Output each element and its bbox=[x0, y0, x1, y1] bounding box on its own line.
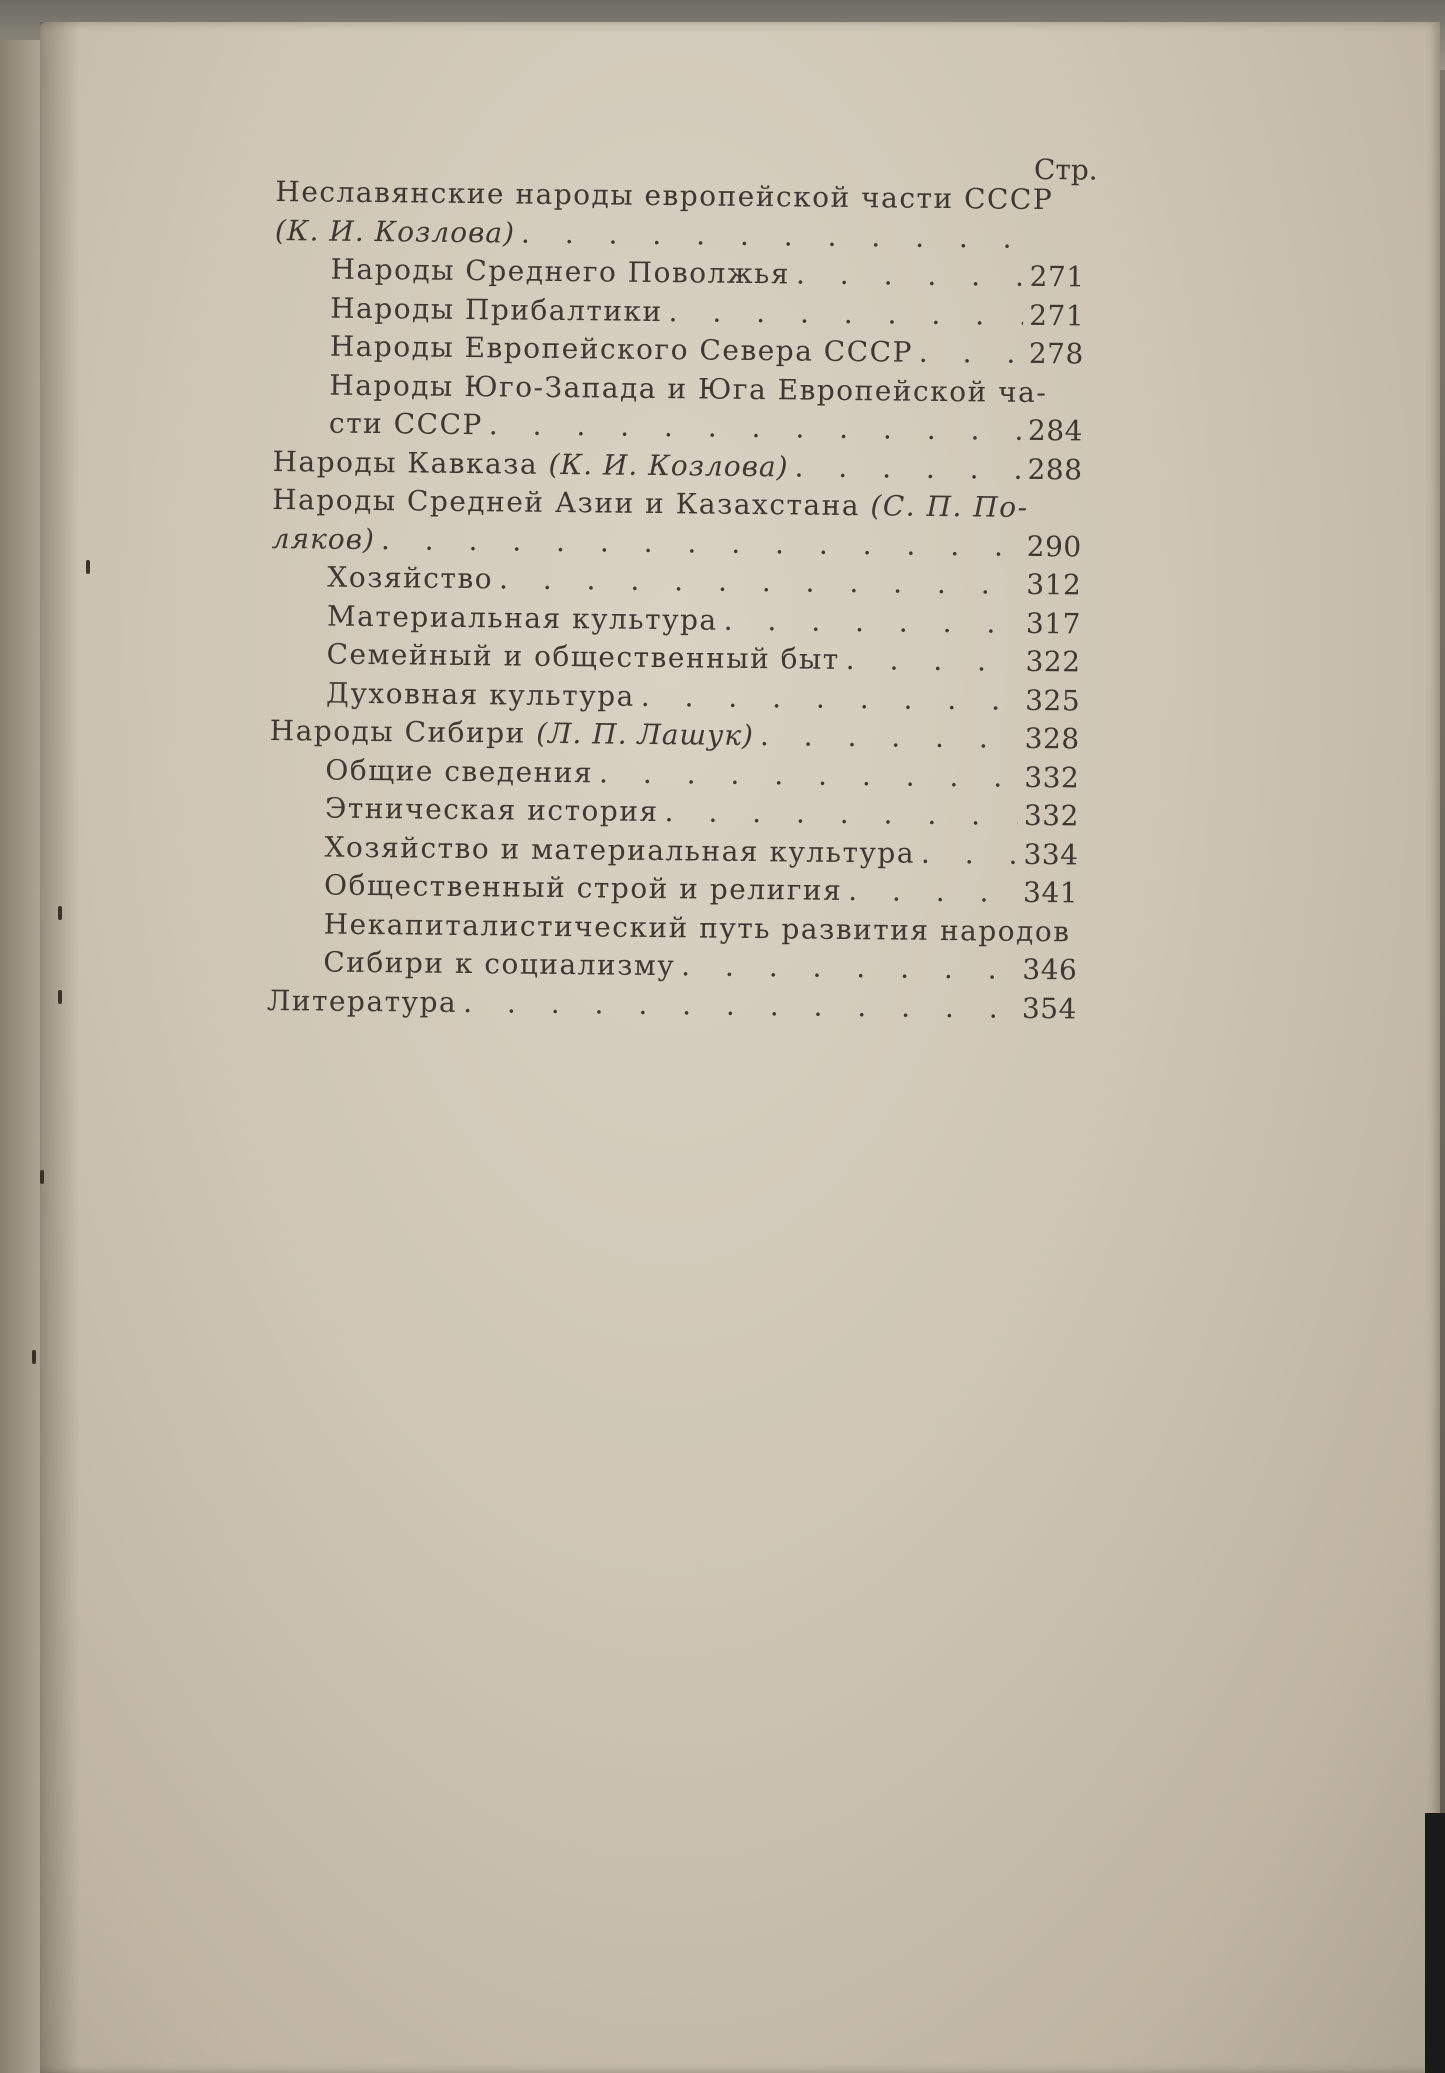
toc-entry-page: 290 bbox=[1026, 529, 1082, 563]
toc-entry-title: Общие сведения bbox=[325, 753, 594, 789]
dot-leader bbox=[668, 293, 1023, 335]
toc-entry-title-line: Неславянские народы европейской части СССР bbox=[275, 174, 1054, 217]
toc-entry-title: Духовная культура bbox=[325, 676, 635, 713]
toc-entry-title: Семейный и общественный быт bbox=[326, 637, 840, 676]
toc-entry-title: Литература bbox=[266, 983, 458, 1019]
toc-entry-page: 288 bbox=[1027, 452, 1083, 486]
toc-entry-author: (Л. П. Лашук) bbox=[535, 716, 755, 753]
toc-entry-page: 284 bbox=[1027, 413, 1084, 448]
margin-mark bbox=[86, 560, 90, 574]
dot-leader bbox=[796, 255, 1024, 296]
toc-entry-page: 346 bbox=[1022, 952, 1078, 987]
toc-entry-title: Хозяйство и материальная культура bbox=[324, 830, 916, 870]
toc-entry-title-line: Народы Юго-Запада и Юга Европейской ча- bbox=[329, 368, 1048, 409]
toc-entry-page: 332 bbox=[1024, 760, 1080, 794]
margin-mark bbox=[32, 1350, 36, 1364]
toc-entry-title: Этническая история bbox=[324, 791, 659, 829]
page-column-label: Стр. bbox=[1033, 152, 1098, 187]
toc-entry-title: Народы Кавказа bbox=[272, 444, 539, 481]
toc-entry-title: Народы Прибалтики bbox=[330, 291, 663, 328]
toc-entry-title: Народы Европейского Севера СССР bbox=[329, 329, 914, 369]
margin-mark bbox=[58, 990, 62, 1004]
toc-entry-title: Народы Среднего Поволжья bbox=[330, 252, 791, 291]
toc-entry-title: сти СССР bbox=[328, 406, 484, 442]
toc-entry-title: Сибири к социализму bbox=[323, 945, 676, 983]
dot-leader bbox=[599, 754, 1019, 797]
toc-entry-page: 271 bbox=[1029, 259, 1085, 294]
dot-leader bbox=[664, 793, 1018, 835]
background-object bbox=[1425, 1813, 1445, 2073]
toc-entry-page: 341 bbox=[1022, 875, 1079, 910]
spine-shadow bbox=[40, 22, 80, 2073]
dot-leader bbox=[723, 601, 1020, 643]
dot-leader bbox=[681, 947, 1017, 989]
toc-entry-title: Материальная культура bbox=[326, 599, 718, 637]
toc-entry-page: 312 bbox=[1026, 567, 1082, 602]
toc-entry-title: Хозяйство bbox=[327, 560, 494, 596]
toc-entry-title: Общественный строй и религия bbox=[323, 868, 843, 907]
dot-leader bbox=[489, 406, 1023, 450]
toc-entry-page: 354 bbox=[1021, 991, 1078, 1025]
toc-entry-title-line: Народы Средней Азии и Казахстана (С. П. По- bbox=[272, 482, 1029, 524]
dot-leader bbox=[760, 717, 1019, 758]
dot-leader bbox=[919, 334, 1023, 374]
toc-entry-page: 322 bbox=[1025, 644, 1081, 679]
toc-entry-page: 328 bbox=[1024, 721, 1080, 756]
toc-entry-author: (К. И. Козлова) bbox=[548, 447, 789, 483]
table-of-contents bbox=[266, 135, 1098, 1028]
toc-entry-page: 278 bbox=[1028, 336, 1084, 371]
toc-entry-page: 317 bbox=[1025, 606, 1082, 640]
toc-entry-page: 334 bbox=[1023, 837, 1079, 871]
toc-entry-page: 271 bbox=[1029, 298, 1085, 332]
dot-leader bbox=[846, 641, 1020, 681]
dot-leader bbox=[381, 521, 1021, 566]
toc-entry-author: ляков) bbox=[271, 521, 376, 556]
dot-leader bbox=[521, 214, 1035, 258]
margin-mark bbox=[58, 906, 62, 920]
dot-leader bbox=[848, 872, 1017, 912]
toc-entry-page: 325 bbox=[1024, 683, 1081, 717]
toc-entry-title: Народы Сибири bbox=[269, 713, 526, 750]
toc-entry-title-line: Некапиталистический путь развития народов bbox=[323, 907, 1071, 948]
dot-leader bbox=[794, 448, 1021, 489]
dot-leader bbox=[921, 834, 1018, 874]
dot-leader bbox=[499, 560, 1021, 604]
dot-leader bbox=[641, 677, 1020, 719]
toc-entry-page: 332 bbox=[1023, 798, 1080, 833]
toc-entry-author: (К. И. Козлова) bbox=[274, 213, 516, 250]
margin-mark bbox=[40, 1170, 44, 1184]
dot-leader bbox=[463, 984, 1016, 1028]
